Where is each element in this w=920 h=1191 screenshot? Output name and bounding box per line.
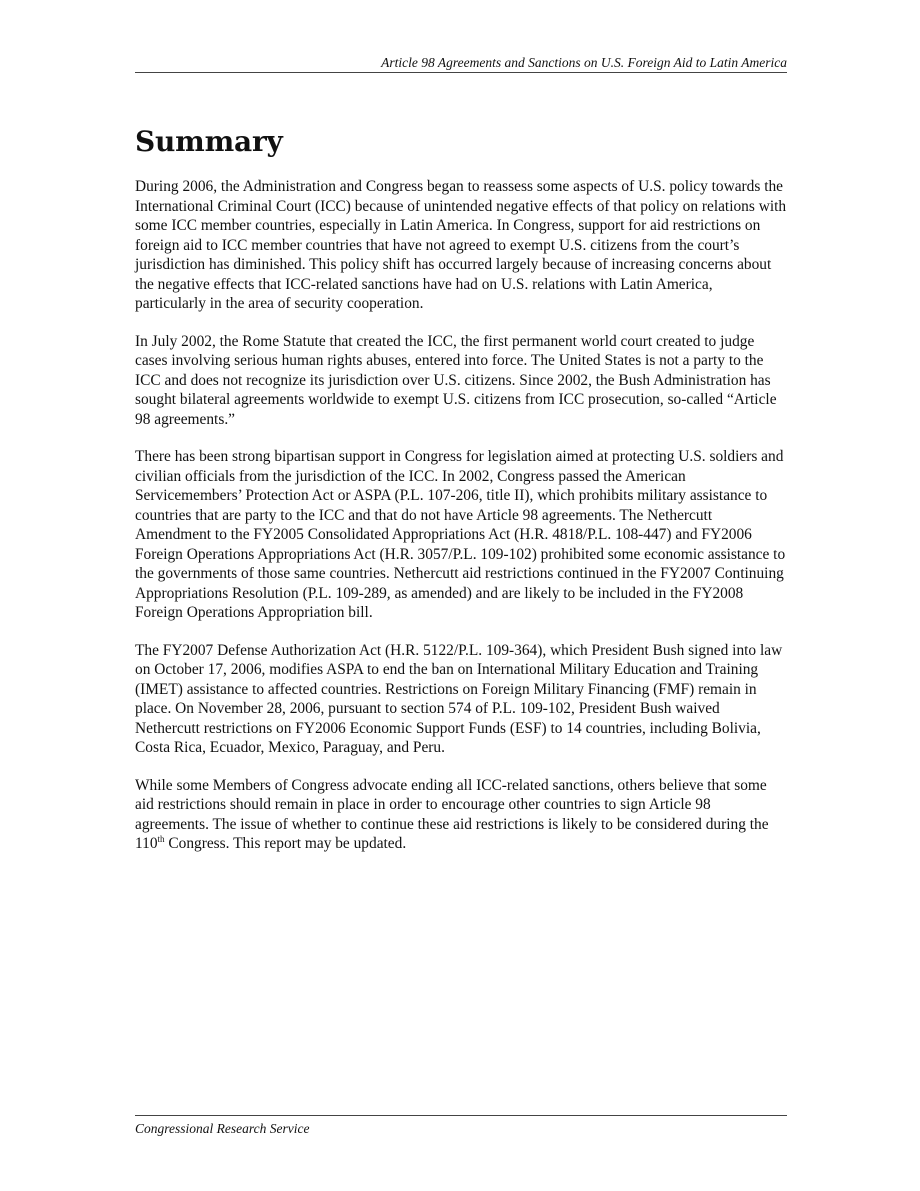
paragraph-3: There has been strong bipartisan support in Congress for legislation aimed at protecting U.S. soldiers and civilian officials from the jurisdiction of the ICC. In 2002, Congress passed the American Servicemembers’ Protection Act or ASPA (P.L. 107-206, title II), which prohibits military assistance to countries that are party to the ICC and that do not have Article 98 agreements. The Nethercutt Amendment to the FY2005 Consolidated Appropriations Act (H.R. 4818/P.L. 108-447) and FY2006 Foreign Operations Appropriations Act (H.R. 3057/P.L. 109-102) prohibited some economic assistance to the governments of those same countries. Nethercutt aid restrictions continued in the FY2007 Continuing Appropriations Resolution (P.L. 109-289, as amended) and are likely to be included in the FY2008 Foreign Operations Appropriation bill.: [135, 448, 786, 621]
footer-divider: [135, 1115, 787, 1116]
running-footer: Congressional Research Service: [135, 1121, 310, 1136]
summary-body: [135, 177, 787, 872]
ordinal-superscript: th: [157, 833, 165, 844]
paragraph-4: The FY2007 Defense Authorization Act (H.R. 5122/P.L. 109-364), which President Bush signed into law on October 17, 2006, modifies ASPA to end the ban on International Military Education and Training (IMET) assistance to affected countries. Restrictions on Foreign Military Financing (FMF) remain in place. On November 28, 2006, pursuant to section 574 of P.L. 109-102, President Bush waived Nethercutt restrictions on FY2006 Economic Support Funds (ESF) to 14 countries, including Bolivia, Costa Rica, Ecuador, Mexico, Paraguay, and Peru.: [135, 641, 783, 756]
paragraph-1: During 2006, the Administration and Congress began to reassess some aspects of U.S. policy towards the International Criminal Court (ICC) because of unintended negative effects of that policy on relations with some ICC member countries, especially in Latin America. In Congress, support for aid restrictions on foreign aid to ICC member countries that have not agreed to exempt U.S. citizens from the court’s jurisdiction has diminished. This policy shift has occurred largely because of increasing concerns about the negative effects that ICC-related sanctions have had on U.S. relations with Latin America, particularly in the area of security cooperation.: [135, 178, 787, 312]
paragraph-5: [135, 776, 787, 854]
page-title: Summary: [135, 125, 283, 158]
header-divider: [135, 72, 787, 73]
paragraph-5-text-end: Congress. This report may be updated.: [164, 835, 407, 852]
paragraph-2: In July 2002, the Rome Statute that created the ICC, the first permanent world court created to judge cases involving serious human rights abuses, entered into force. The United States is not a party to the ICC and does not recognize its jurisdiction over U.S. citizens. Since 2002, the Bush Administration has sought bilateral agreements worldwide to exempt U.S. citizens from ICC prosecution, so-called “Article 98 agreements.”: [135, 332, 777, 428]
running-header: Article 98 Agreements and Sanctions on U.S. Foreign Aid to Latin America: [381, 55, 787, 70]
paragraph-5-text-start: While some Members of Congress advocate ending all ICC-related sanctions, others believe that some aid restrictions should remain in place in order to encourage other countries to sign Article 98 agreements. The issue of whether to continue these aid restrictions is likely to be considered during the 110: [135, 776, 769, 852]
